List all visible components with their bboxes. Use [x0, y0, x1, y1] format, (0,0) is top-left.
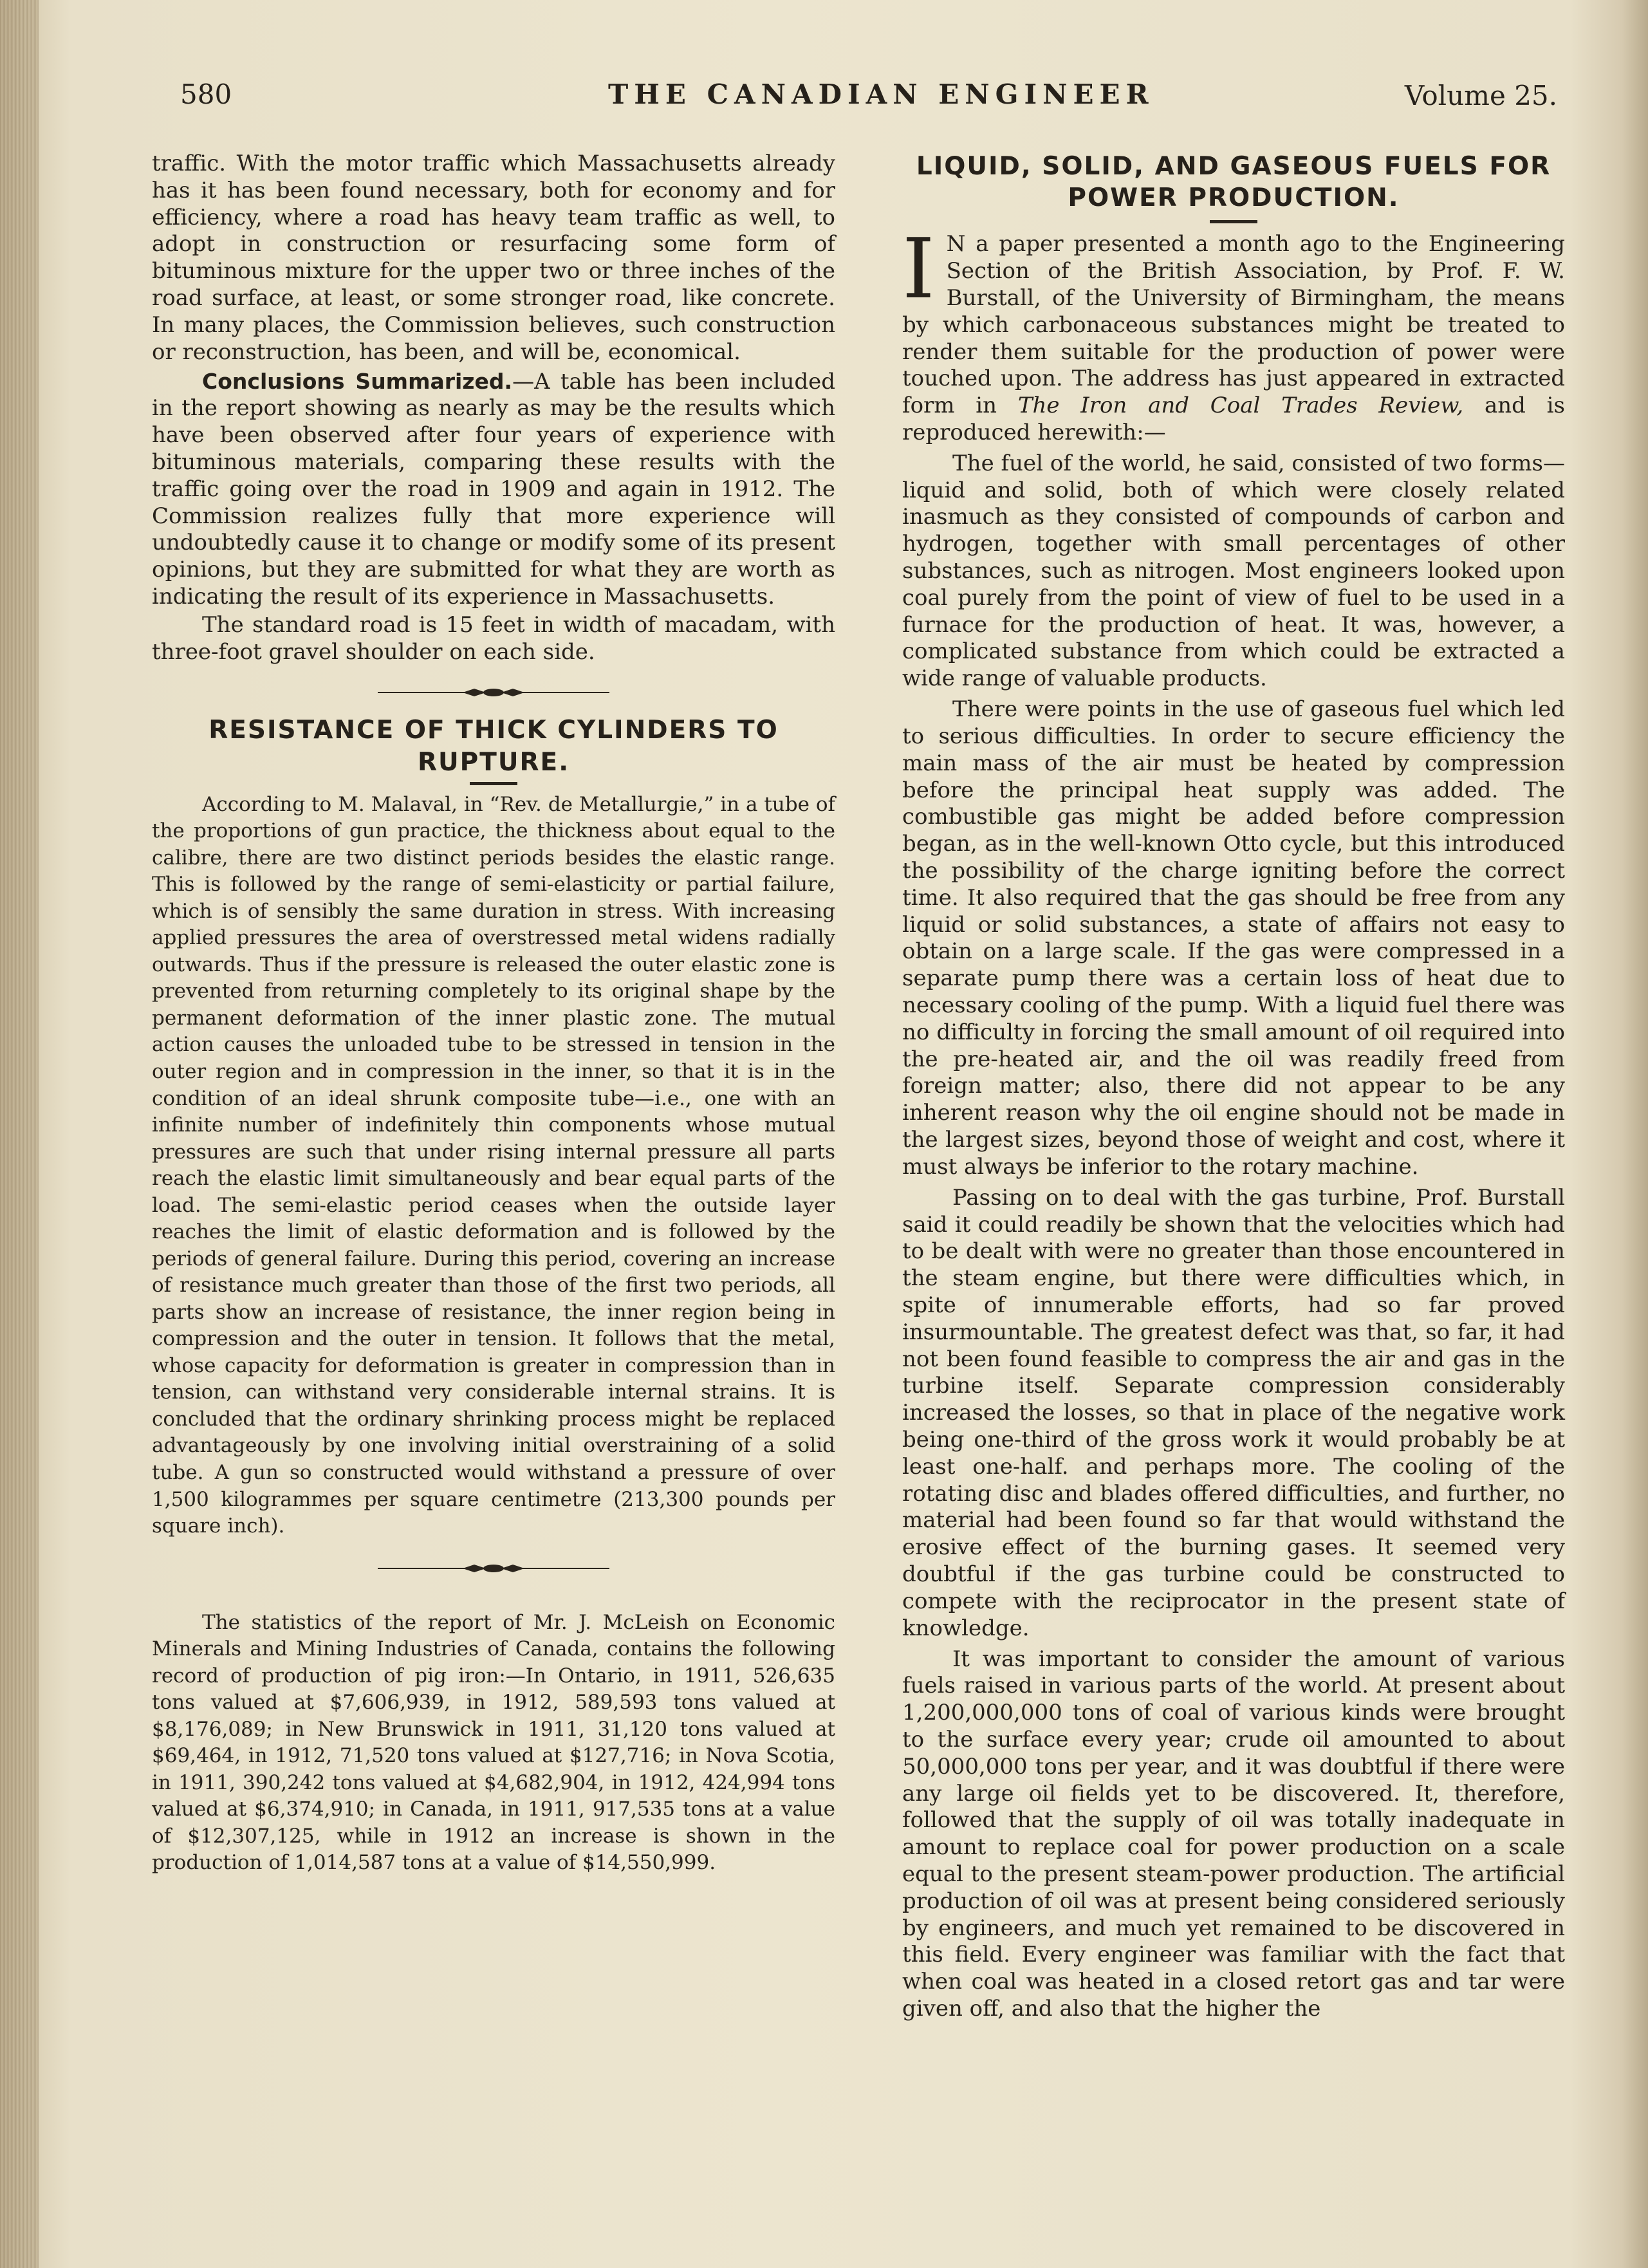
fuels-intro-paragraph [902, 221, 1565, 447]
pig-iron-statistics-paragraph: The statistics of the report of Mr. J. McLeish on Economic Minerals and Mining Industries of Canada, contains the following record of production of pig iron:—In Ontario, in 1911, 526,635 tons valued at $7,606,939, in 1912, 589,593 tons valued at $8,176,089; in New Brunswick in 1911, 31,120 tons valued at $69,464, in 1912, 71,520 tons valued at $127,716; in Nova Scotia, in 1911, 390,242 tons valued at $4,682,904, in 1912, 424,994 tons valued at $6,374,910; in Canada, in 1911, 917,535 tons at a value of $12,307,125, while in 1912 an increase is shown in the production of 1,014,587 tons at a value of $14,550,999. [152, 1610, 835, 1875]
journal-reference: The Iron and Coal Trades Review, [1017, 393, 1464, 419]
section-divider-ornament [378, 1561, 609, 1576]
title-rule [470, 782, 517, 785]
section-divider-ornament [378, 685, 609, 700]
drop-cap: I [902, 221, 935, 318]
right-column [902, 151, 1565, 2023]
article-title-fuels: LIQUID, SOLID, AND GASEOUS FUELS FOR POWER PRODUCTION. [916, 152, 1551, 213]
journal-title: THE CANADIAN ENGINEER [608, 79, 1154, 110]
book-binding-edge [0, 0, 39, 2268]
conclusions-heading: Conclusions Summarized. [202, 368, 513, 394]
fuels-paragraph-2: The fuel of the world, he said, consisted of two forms—liquid and solid, both of which were closely related inasmuch as they consisted of compounds of carbon and hydrogen, together with small percentages of other substances, such as nitrogen. Most engineers looked upon coal purely from the point of view of fuel to be used in a furnace for the production of heat. It was, however, a complicated substance from which could be extracted a wide range of valuable products. [902, 450, 1565, 692]
intro-text-end: and is reproduced herewith:— [902, 393, 1565, 445]
conclusions-paragraph [152, 369, 835, 611]
standard-road-paragraph: The standard road is 15 feet in width of macadam, with three-foot gravel shoulder on each side. [152, 611, 835, 665]
fuels-paragraph-5: It was important to consider the amount of various fuels raised in various parts of the world. At present about 1,200,000,000 tons of coal of various kinds were brought to the surface every year; crude oil amounted to about 50,000,000 tons per year, and it was doubtful if there were any large oil fields yet to be discovered. It, therefore, followed that the supply of oil was totally inadequate in amount to replace coal for power production on a scale equal to the present steam-power production. The artificial production of oil was at present being considered seriously by engineers, and much yet remained to be discovered in this field. Every engineer was familiar with the fact that when coal was heated in a closed retort gas and tar were given off, and also that the higher the [902, 1646, 1565, 2022]
fuels-paragraph-4: Passing on to deal with the gas turbine, Prof. Burstall said it could readily be shown that the velocities which had to be dealt with were no greater than those encountered in the steam engine, but there were difficulties which, in spite of innumerable efforts, had so far proved insurmountable. The greatest defect was that, so far, it had not been found feasible to compress the air and gas in the turbine itself. Separate compression considerably increased the losses, so that in place of the negative work being one-third of the gross work it would probably be at least one-half. and perhaps more. The cooling of the rotating disc and blades offered difficulties, and further, no material had been found so far that would withstand the erosive effect of the burning gases. It seemed very doubtful if the gas turbine could be constructed to compete with the reciprocator in the present state of knowledge. [902, 1184, 1565, 1641]
road-traffic-paragraph: traffic. With the motor traffic which Massachusetts already has it has been found necessary, both for economy and for efficiency, where a road has heavy team traffic as well, to adopt in construction or resurfacing some form of bituminous mixture for the upper two or three inches of the road surface, at least, or some stronger road, like concrete. In many places, the Commission believes, such construction or reconstruction, has been, and will be, economical. [152, 151, 835, 365]
article-title-cylinders: RESISTANCE OF THICK CYLINDERS TO RUPTURE. [208, 716, 779, 777]
title-rule [1210, 220, 1257, 223]
left-column [152, 151, 835, 1877]
volume-label: Volume 25. [1404, 80, 1557, 111]
intro-text: N a paper presented a month ago to the Engineering Section of the British Association, by Prof. F. W. Burstall, of the University of Birmingham, the means by which carbonaceous substances might be treated to render them suitable for the production of power were touched upon. The address has just appeared in extracted form in [902, 231, 1565, 419]
cylinders-article-body: According to M. Malaval, in “Rev. de Metallurgie,” in a tube of the proportions of gun practice, the thickness about equal to the calibre, there are two distinct periods besides the elastic range. This is followed by the range of semi-elasticity or partial failure, which is of sensibly the same duration in stress. With increasing applied pressures the area of overstressed metal widens radially outwards. Thus if the pressure is released the outer elastic zone is prevented from returning completely to its original shape by the permanent deformation of the inner plastic zone. The mutual action causes the unloaded tube to be stressed in tension in the outer region and in compression in the inner, so that it is in the condition of an ideal shrunk composite tube—i.e., one with an infinite number of indefinitely thin components whose mutual pressures are such that under rising internal pressure all parts reach the elastic limit simultaneously and bear equal parts of the load. The semi-elastic period ceases when the outside layer reaches the limit of elastic deformation and is followed by the periods of general failure. During this period, covering an increase of resistance much greater than those of the first two periods, all parts show an increase of resistance, the inner region being in compression and the outer in tension. It follows that the metal, whose capacity for deformation is greater in compression than in tension, can withstand very considerable internal strains. It is concluded that the ordinary shrinking process might be replaced advantageously by one involving initial overstraining of a solid tube. A gun so constructed would withstand a pressure of over 1,500 kilogrammes per square centimetre (213,300 pounds per square inch). [152, 792, 835, 1538]
page-number: 580 [180, 79, 232, 110]
running-header [180, 70, 1557, 115]
conclusions-text: —A table has been included in the report showing as nearly as may be the results which have been observed after four years of experience with bituminous materials, comparing these results with the traffic going over the road in 1909 and again in 1912. The Commission realizes fully that more experience will undoubtedly cause it to change or modify some of its present opinions, but they are submitted for what they are worth as indicating the result of its experience in Massachusetts. [152, 368, 835, 609]
fuels-paragraph-3: There were points in the use of gaseous fuel which led to serious difficulties. In order to secure efficiency the main mass of the air must be heated by compression before the principal heat supply was added. The combustible gas might be added before compression began, as in the well-known Otto cycle, but this introduced the possibility of the charge igniting before the correct time. It also required that the gas should be free from any liquid or solid substances, a state of affairs not easy to obtain on a large scale. If the gas were compressed in a separate pump there was a certain loss of heat due to necessary cooling of the pump. With a liquid fuel there was no difficulty in forcing the small amount of oil required into the pre-heated air, and the oil was readily freed from foreign matter; also, there did not appear to be any inherent reason why the oil engine should not be made in the largest sizes, beyond those of weight and cost, where it must always be inferior to the rotary machine. [902, 696, 1565, 1180]
